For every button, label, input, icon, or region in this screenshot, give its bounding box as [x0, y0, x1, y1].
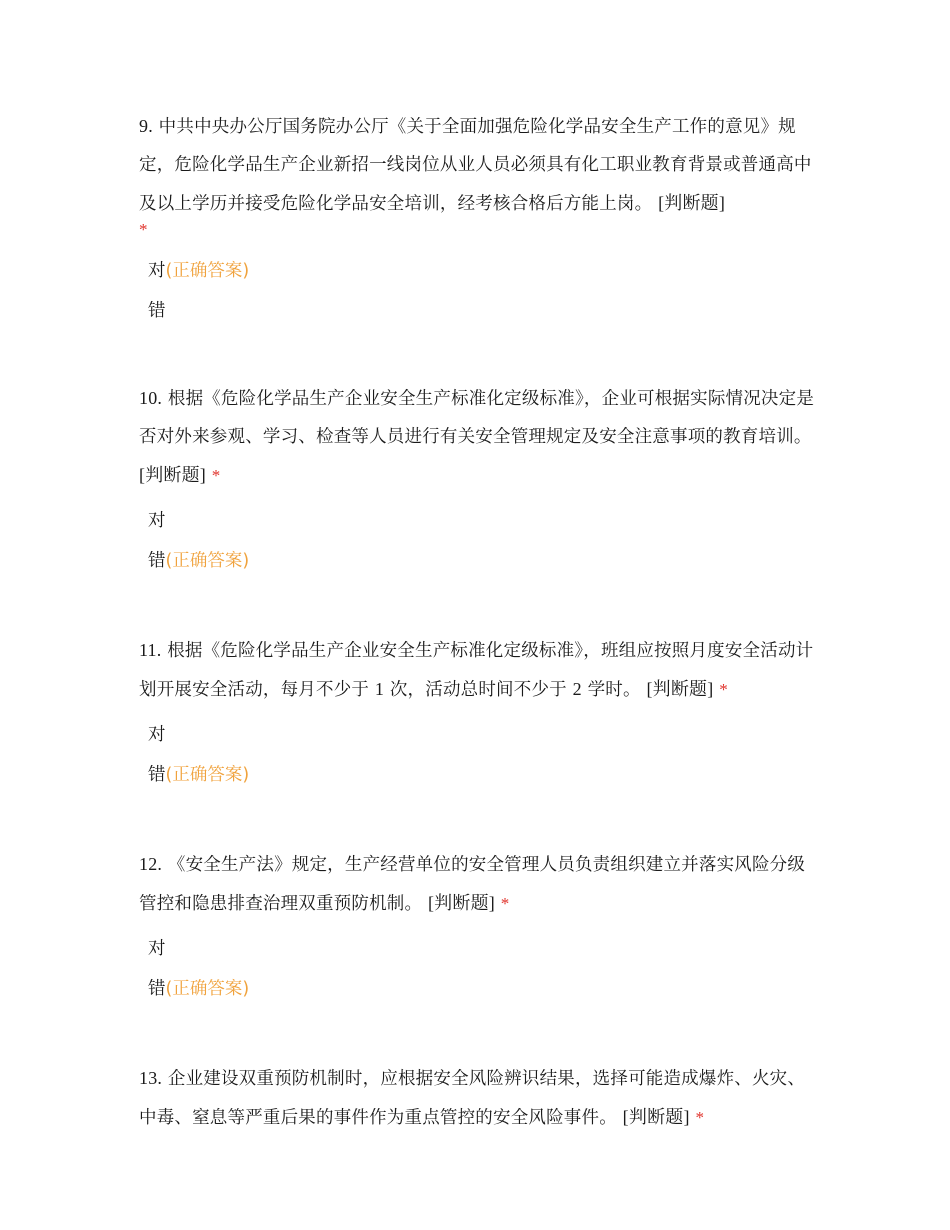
correct-answer-mark: (正确答案)	[165, 551, 250, 571]
question-type-tag: [判断题]	[622, 1107, 690, 1127]
question-number: 12.	[139, 854, 163, 874]
option-true[interactable]	[148, 251, 815, 291]
question-body: 根据《危险化学品生产企业安全生产标准化定级标准》，班组应按照月度安全活动计划开展安全活动，每月不少于	[139, 641, 814, 700]
option-true[interactable]	[148, 501, 815, 541]
option-false[interactable]	[148, 291, 815, 331]
option-label: 对	[148, 939, 166, 959]
question-10-text	[139, 379, 815, 495]
question-number: 9.	[139, 116, 153, 136]
question-body: 《安全生产法》规定，生产经营单位的安全管理人员负责组织建立并落实风险分级管控和隐患排查治理双重预防机制。	[139, 855, 806, 914]
option-false[interactable]	[148, 969, 815, 1009]
question-number: 11.	[139, 640, 162, 660]
option-false[interactable]	[148, 541, 815, 581]
question-inline-number: 1	[374, 679, 385, 699]
question-type-tag: [判断题]	[139, 465, 206, 485]
option-label: 对	[148, 261, 166, 281]
required-asterisk: *	[500, 894, 510, 913]
question-body-end: 学时。	[587, 680, 641, 700]
question-11-text	[139, 631, 815, 709]
options-list	[139, 929, 815, 1009]
option-true[interactable]	[148, 715, 815, 755]
correct-answer-mark: (正确答案)	[165, 979, 250, 999]
correct-answer-mark: (正确答案)	[165, 261, 250, 281]
survey-answer-sheet	[139, 107, 815, 1137]
question-13	[139, 1059, 815, 1137]
question-type-tag: [判断题]	[646, 679, 714, 699]
question-number: 13.	[139, 1068, 163, 1088]
options-list	[139, 501, 815, 581]
question-9-text	[139, 107, 815, 223]
correct-answer-mark: (正确答案)	[165, 765, 250, 785]
option-label: 错	[148, 301, 166, 321]
option-label: 错	[148, 551, 166, 571]
options-list	[139, 251, 815, 331]
question-type-tag: [判断题]	[658, 193, 726, 213]
option-label: 错	[148, 765, 166, 785]
question-9	[139, 107, 815, 331]
question-12	[139, 845, 815, 1009]
question-type-tag: [判断题]	[427, 893, 495, 913]
question-12-text	[139, 845, 815, 923]
options-list	[139, 715, 815, 795]
option-label: 对	[148, 725, 166, 745]
question-body-continued: 次，活动总时间不少于	[389, 680, 567, 700]
required-asterisk: *	[719, 680, 728, 699]
question-number: 10.	[139, 388, 163, 408]
question-body: 企业建设双重预防机制时，应根据安全风险辨识结果，选择可能造成爆炸、火灾、中毒、窒息等严重后果的事件作为重点管控的安全风险事件。	[139, 1069, 806, 1128]
question-11	[139, 631, 815, 795]
question-10	[139, 379, 815, 581]
question-body: 根据《危险化学品生产企业安全生产标准化定级标准》，企业可根据实际情况决定是否对外来参观、学习、检查等人员进行有关安全管理规定及安全注意事项的教育培训。	[139, 389, 815, 447]
option-label: 错	[148, 979, 166, 999]
question-13-text	[139, 1059, 815, 1137]
option-true[interactable]	[148, 929, 815, 969]
required-asterisk: *	[211, 466, 221, 485]
required-asterisk: *	[139, 220, 148, 239]
option-label: 对	[148, 511, 166, 531]
required-asterisk: *	[695, 1108, 705, 1127]
question-inline-number: 2	[572, 679, 582, 699]
option-false[interactable]	[148, 755, 815, 795]
question-body: 中共中央办公厅国务院办公厅《关于全面加强危险化学品安全生产工作的意见》规定，危险化学品生产企业新招一线岗位从业人员必须具有化工职业教育背景或普通高中及以上学历并接受危险化学品安全培训，经考核合格后方能上岗。	[139, 117, 812, 214]
